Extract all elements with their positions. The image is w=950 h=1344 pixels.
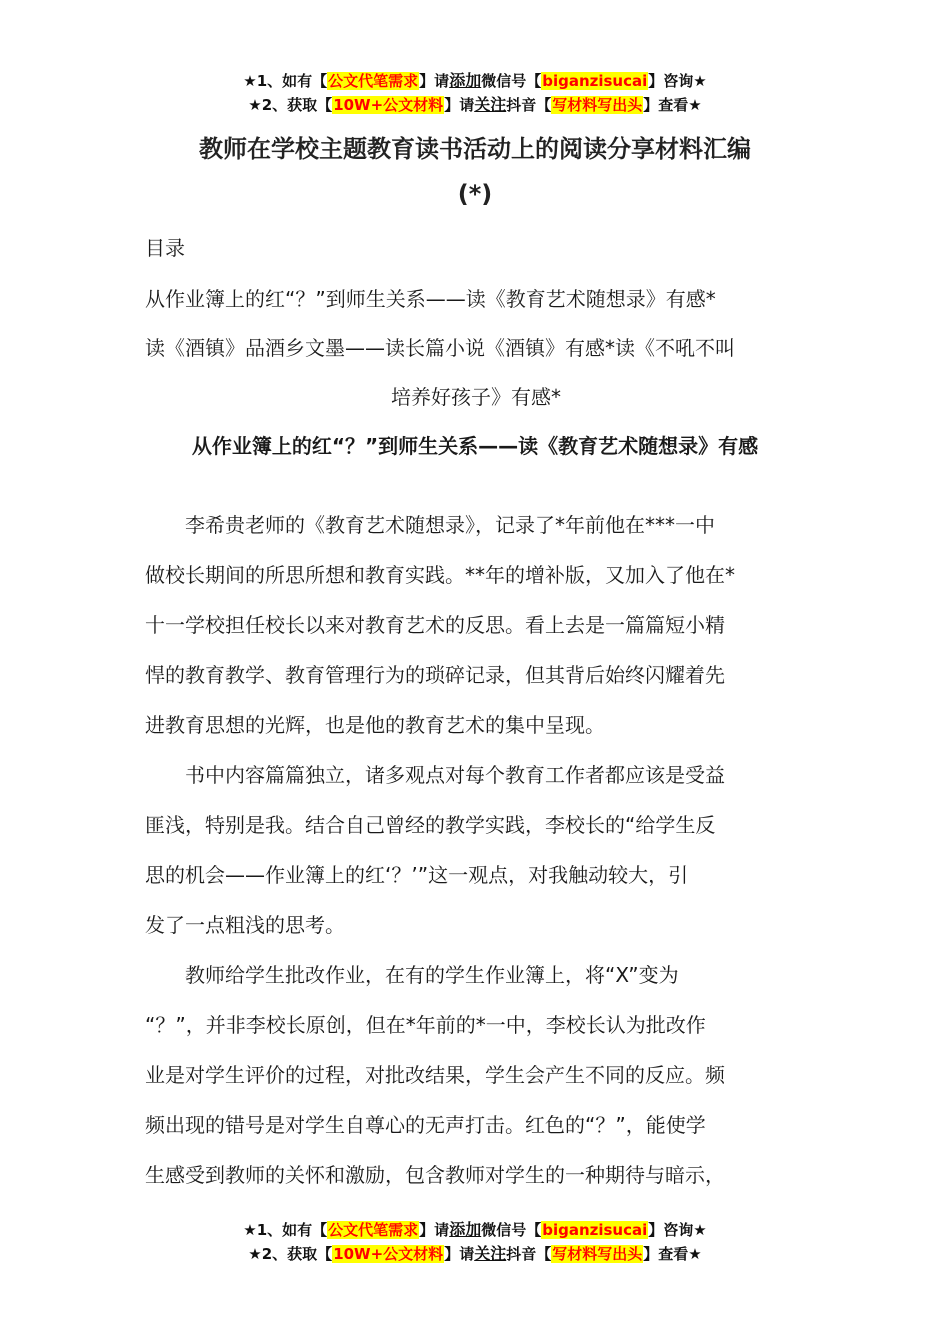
- banner-line-2: [0, 93, 950, 117]
- banner-highlight: 10W+公文材料: [333, 96, 444, 114]
- banner-text: 】咨询★: [648, 1221, 707, 1239]
- banner-text: ★2、获取【: [248, 96, 333, 114]
- body-line: 教师给学生批改作业，在有的学生作业簿上，将“X”变为: [145, 963, 679, 987]
- body-line: 李希贵老师的《教育艺术随想录》，记录了*年前他在***一中: [145, 513, 715, 537]
- banner-highlight: 写材料写出头: [552, 96, 643, 114]
- bottom-banner: [0, 1218, 950, 1266]
- body-line: 发了一点粗浅的思考。: [145, 913, 345, 937]
- banner-text: 抖音【: [506, 1245, 552, 1263]
- body-line: “？”，并非李校长原创，但在*年前的*一中，李校长认为批改作: [145, 1013, 706, 1037]
- banner-text: 】请: [419, 1221, 450, 1239]
- banner-text: ★1、如有【: [243, 1221, 328, 1239]
- banner-text: ★1、如有【: [243, 72, 328, 90]
- body-line: 悍的教育教学、教育管理行为的琐碎记录，但其背后始终闪耀着先: [145, 663, 725, 687]
- banner-text: 】请: [444, 96, 475, 114]
- banner-text: 抖音【: [506, 96, 552, 114]
- toc-entry[interactable]: 读《酒镇》品酒乡文墨——读长篇小说《酒镇》有感*读《不吼不叫: [145, 336, 735, 360]
- toc-entry[interactable]: 从作业簿上的红“？”到师生关系——读《教育艺术随想录》有感*: [145, 287, 716, 311]
- banner-highlight: 公文代笔需求: [328, 72, 419, 90]
- banner-text: 】查看★: [643, 96, 702, 114]
- banner-underline: 关注: [474, 95, 507, 114]
- body-line: 十一学校担任校长以来对教育艺术的反思。看上去是一篇篇短小精: [145, 613, 725, 637]
- banner-text: 微信号【: [481, 1221, 542, 1239]
- banner-text: 】请: [419, 72, 450, 90]
- banner-highlight: biganzisucai: [542, 72, 648, 90]
- banner-underline: 关注: [474, 1244, 507, 1263]
- body-line: 进教育思想的光辉，也是他的教育艺术的集中呈现。: [145, 713, 605, 737]
- banner-underline: 添加: [449, 71, 482, 90]
- toc-entry[interactable]: 培养好孩子》有感*: [391, 385, 561, 409]
- body-line: 匪浅，特别是我。结合自己曾经的教学实践，李校长的“给学生反: [145, 813, 716, 837]
- banner-line-1: [0, 69, 950, 93]
- banner-underline: 添加: [449, 1220, 482, 1239]
- banner-text: 】查看★: [643, 1245, 702, 1263]
- body-line: 生感受到教师的关怀和激励，包含教师对学生的一种期待与暗示，: [145, 1163, 725, 1187]
- body-line: 思的机会——作业簿上的红‘？’”这一观点，对我触动较大，引: [145, 863, 689, 887]
- body-line: 做校长期间的所思所想和教育实践。**年的增补版，又加入了他在*: [145, 563, 735, 587]
- top-banner: [0, 69, 950, 117]
- banner-line-2: [0, 1242, 950, 1266]
- banner-text: 】请: [444, 1245, 475, 1263]
- banner-highlight: 10W+公文材料: [333, 1245, 444, 1263]
- banner-text: 】咨询★: [648, 72, 707, 90]
- banner-text: ★2、获取【: [248, 1245, 333, 1263]
- banner-highlight: 写材料写出头: [552, 1245, 643, 1263]
- document-title-suffix: (*): [457, 180, 493, 208]
- section-heading: 从作业簿上的红“？”到师生关系——读《教育艺术随想录》有感: [191, 434, 759, 458]
- body-line: 业是对学生评价的过程，对批改结果，学生会产生不同的反应。频: [145, 1063, 725, 1087]
- body-line: 频出现的错号是对学生自尊心的无声打击。红色的“？”，能使学: [145, 1113, 706, 1137]
- banner-highlight: biganzisucai: [542, 1221, 648, 1239]
- banner-text: 微信号【: [481, 72, 542, 90]
- toc-heading: 目录: [145, 236, 185, 260]
- document-title: 教师在学校主题教育读书活动上的阅读分享材料汇编: [199, 135, 751, 163]
- banner-line-1: [0, 1218, 950, 1242]
- body-line: 书中内容篇篇独立，诸多观点对每个教育工作者都应该是受益: [145, 763, 725, 787]
- banner-highlight: 公文代笔需求: [328, 1221, 419, 1239]
